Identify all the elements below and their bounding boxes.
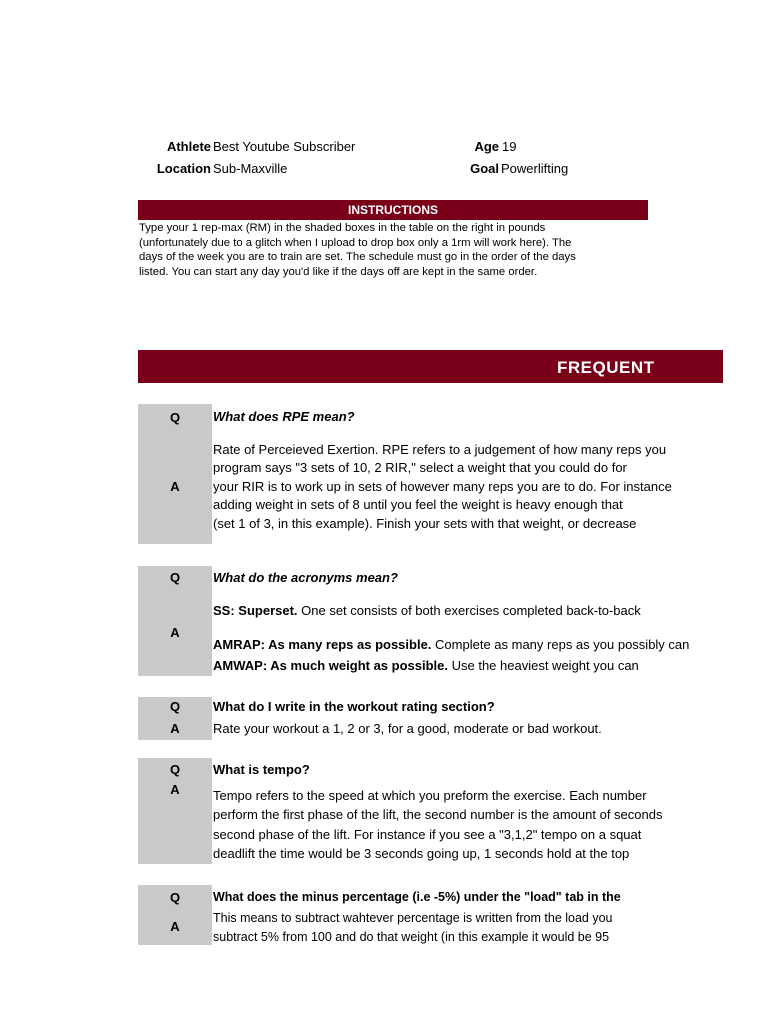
answer-line: second phase of the lift. For instance if you see a "3,1,2" tempo on a squat	[213, 826, 642, 842]
faq-question: What does the minus percentage (i.e -5%) under the "load" tab in the	[213, 890, 621, 904]
faq-answer	[213, 786, 663, 863]
faq-question: What do I write in the workout rating section?	[213, 699, 495, 714]
faq-answer	[213, 909, 649, 947]
answer-line: perform the first phase of the lift, the second number is the amount of seconds	[213, 807, 663, 823]
faq-header	[138, 350, 723, 383]
q-label: Q	[169, 410, 181, 425]
q-label: Q	[169, 570, 181, 585]
faq-answer-ss	[213, 603, 649, 618]
qa-column	[138, 404, 212, 544]
answer-line: adding weight in sets of 8 until you feel the weight is heavy enough that	[213, 497, 623, 513]
faq-answer-amrap	[213, 637, 690, 652]
q-label: Q	[169, 890, 181, 905]
instructions-header: INSTRUCTIONS	[138, 200, 648, 220]
a-label: A	[170, 479, 180, 494]
amrap-term: AMRAP: As many reps as possible.	[213, 637, 432, 652]
answer-line: This means to subtract wahtever percentage is written from the load you	[213, 911, 613, 925]
location-value: Sub-Maxville	[213, 161, 288, 176]
a-label: A	[170, 919, 180, 934]
faq-answer-amwap	[213, 658, 649, 673]
faq-answer: Rate your workout a 1, 2 or 3, for a good, moderate or bad workout.	[213, 721, 602, 736]
age-label: Age	[474, 139, 499, 154]
faq-question: What is tempo?	[213, 762, 310, 777]
goal-value: Powerlifting	[501, 161, 569, 176]
a-label: A	[170, 721, 180, 736]
instructions-line: listed. You can start any day you'd like if the days off are kept in the same order.	[139, 265, 538, 278]
answer-line: subtract 5% from 100 and do that weight (in this example it would be 95	[213, 930, 610, 944]
a-label: A	[170, 782, 180, 797]
goal-label: Goal	[470, 161, 499, 176]
age-value: 19	[502, 139, 517, 154]
faq-question: What do the acronyms mean?	[213, 570, 398, 585]
amrap-desc: Complete as many reps as you possibly can	[431, 637, 690, 652]
answer-line: program says "3 sets of 10, 2 RIR," select a weight that you could do for	[213, 460, 627, 476]
location-label: Location	[156, 161, 211, 176]
faq-question: What does RPE mean?	[213, 409, 355, 424]
athlete-label: Athlete	[166, 139, 211, 154]
instructions-line: Type your 1 rep-max (RM) in the shaded boxes in the table on the right in pounds	[139, 222, 546, 234]
instructions-line: days of the week you are to train are set. The schedule must go in the order of the days	[139, 251, 576, 263]
ss-term: SS: Superset.	[213, 603, 298, 618]
instructions-text	[139, 221, 644, 279]
ss-desc: One set consists of both exercises completed back-to-back	[297, 603, 641, 618]
a-label: A	[170, 625, 180, 640]
amwap-desc: Use the heaviest weight you can	[448, 658, 639, 673]
answer-line: Tempo refers to the speed at which you preform the exercise. Each number	[213, 788, 647, 803]
answer-line: your RIR is to work up in sets of however many reps you are to do. For instance	[213, 478, 672, 494]
amwap-term: AMWAP: As much weight as possible.	[213, 658, 448, 673]
q-label: Q	[169, 762, 181, 777]
athlete-value: Best Youtube Subscriber	[213, 139, 356, 154]
faq-title: FREQUENT	[557, 358, 655, 377]
answer-line: deadlift the time would be 3 seconds going up, 1 seconds hold at the top	[213, 845, 630, 861]
instructions-line: (unfortunately due to a glitch when I upload to drop box only a 1rm will work here). The	[139, 236, 572, 249]
q-label: Q	[169, 699, 181, 714]
answer-line: Rate of Perceieved Exertion. RPE refers to a judgement of how many reps you	[213, 442, 667, 457]
faq-answer	[213, 441, 672, 533]
answer-line: (set 1 of 3, in this example). Finish your sets with that weight, or decrease	[213, 515, 637, 531]
